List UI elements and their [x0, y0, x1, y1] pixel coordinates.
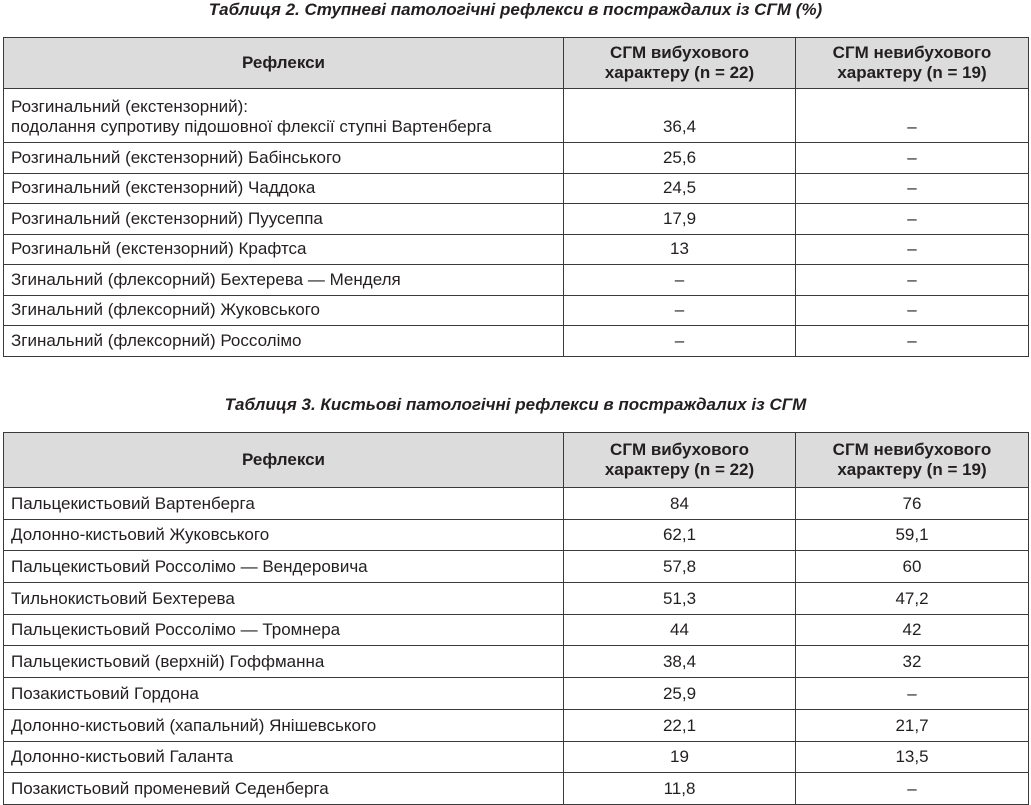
explosive-value: 38,4 [564, 646, 796, 678]
reflex-name-line: подолання супротиву підошовної флексії ступні Вартенберга [11, 117, 492, 136]
table2-header-nonexplosive [796, 38, 1029, 89]
table-row [4, 488, 1029, 520]
reflex-name: Пальцекистьовий Вартенберга [4, 488, 564, 520]
reflex-name: Згинальний (флексорний) Россолімо [4, 326, 564, 357]
reflex-name: Пальцекистьовий (верхній) Гоффманна [4, 646, 564, 678]
table3-header-row [4, 433, 1029, 488]
reflex-name: Розгинальний (екстензорний) Пуусеппа [4, 204, 564, 235]
nonexplosive-value: – [796, 773, 1029, 805]
reflex-name-line: Розгинальний (екстензорний): [11, 97, 249, 116]
table3-header-reflexes: Рефлекси [4, 433, 564, 488]
nonexplosive-value: – [796, 295, 1029, 326]
table-row [4, 709, 1029, 741]
reflex-name: Згинальний (флексорний) Бехтерева — Менделя [4, 265, 564, 296]
reflex-name: Долонно-кистьовий Жуковського [4, 519, 564, 551]
nonexplosive-value: – [796, 265, 1029, 296]
explosive-value: – [564, 326, 796, 357]
explosive-value: 22,1 [564, 709, 796, 741]
explosive-value: 24,5 [564, 173, 796, 204]
nonexplosive-value: – [796, 204, 1029, 235]
header-line: характеру (n = 22) [604, 460, 755, 479]
reflex-name: Позакистьовий променевий Седенберга [4, 773, 564, 805]
nonexplosive-value: 13,5 [796, 741, 1029, 773]
table-row [4, 741, 1029, 773]
nonexplosive-value: 59,1 [796, 519, 1029, 551]
explosive-value: 57,8 [564, 551, 796, 583]
nonexplosive-value: 76 [796, 488, 1029, 520]
table-row [4, 773, 1029, 805]
table2-caption: Таблиця 2. Ступневі патологічні рефлекси в постраждалих із СГМ (%) [208, 0, 823, 19]
table-row [4, 551, 1029, 583]
table-row [4, 614, 1029, 646]
reflex-name: Згинальний (флексорний) Жуковського [4, 295, 564, 326]
explosive-value: – [564, 295, 796, 326]
header-line: СГМ невибухового [832, 43, 992, 62]
explosive-value: – [564, 265, 796, 296]
reflex-name: Позакистьовий Гордона [4, 678, 564, 710]
table-row [4, 265, 1029, 296]
nonexplosive-value: – [796, 143, 1029, 174]
table-row [4, 204, 1029, 235]
nonexplosive-value: – [796, 234, 1029, 265]
nonexplosive-value: – [796, 678, 1029, 710]
table-row [4, 173, 1029, 204]
reflex-name: Розгинальнй (екстензорний) Крафтса [4, 234, 564, 265]
explosive-value: 25,9 [564, 678, 796, 710]
reflex-name: Тильнокистьовий Бехтерева [4, 583, 564, 615]
explosive-value: 19 [564, 741, 796, 773]
table3-header-explosive [564, 433, 796, 488]
reflex-name: Долонно-кистьовий (хапальний) Янішевського [4, 709, 564, 741]
header-line: характеру (n = 19) [837, 460, 987, 479]
table-row [4, 89, 1029, 143]
explosive-value: 11,8 [564, 773, 796, 805]
header-line: СГМ вибухового [610, 440, 749, 459]
header-line: характеру (n = 22) [604, 63, 755, 82]
nonexplosive-value: 32 [796, 646, 1029, 678]
nonexplosive-value: 60 [796, 551, 1029, 583]
header-line: характеру (n = 19) [837, 63, 987, 82]
nonexplosive-value: 47,2 [796, 583, 1029, 615]
reflex-name [4, 89, 564, 143]
reflex-name: Долонно-кистьовий Галанта [4, 741, 564, 773]
nonexplosive-value: – [796, 89, 1029, 143]
explosive-value: 36,4 [564, 89, 796, 143]
header-line: СГМ вибухового [610, 43, 749, 62]
table2 [3, 37, 1029, 357]
table2-header-reflexes: Рефлекси [4, 38, 564, 89]
table-row [4, 234, 1029, 265]
table3-header-nonexplosive [796, 433, 1029, 488]
reflex-name: Пальцекистьовий Россолімо — Тромнера [4, 614, 564, 646]
explosive-value: 13 [564, 234, 796, 265]
table2-header-row [4, 38, 1029, 89]
nonexplosive-value: – [796, 326, 1029, 357]
nonexplosive-value: 21,7 [796, 709, 1029, 741]
explosive-value: 25,6 [564, 143, 796, 174]
reflex-name: Пальцекистьовий Россолімо — Вендеровича [4, 551, 564, 583]
table-row [4, 583, 1029, 615]
explosive-value: 17,9 [564, 204, 796, 235]
table3 [3, 432, 1029, 805]
table-row [4, 519, 1029, 551]
nonexplosive-value: 42 [796, 614, 1029, 646]
table-row [4, 295, 1029, 326]
table-row [4, 646, 1029, 678]
table-row [4, 143, 1029, 174]
explosive-value: 84 [564, 488, 796, 520]
reflex-name: Розгинальний (екстензорний) Бабінського [4, 143, 564, 174]
nonexplosive-value: – [796, 173, 1029, 204]
reflex-name: Розгинальний (екстензорний) Чаддока [4, 173, 564, 204]
table2-header-explosive [564, 38, 796, 89]
table-row [4, 326, 1029, 357]
explosive-value: 62,1 [564, 519, 796, 551]
explosive-value: 44 [564, 614, 796, 646]
table-row [4, 678, 1029, 710]
explosive-value: 51,3 [564, 583, 796, 615]
table3-caption: Таблиця 3. Кистьові патологічні рефлекси в постраждалих із СГМ [224, 395, 807, 414]
header-line: СГМ невибухового [832, 440, 992, 459]
